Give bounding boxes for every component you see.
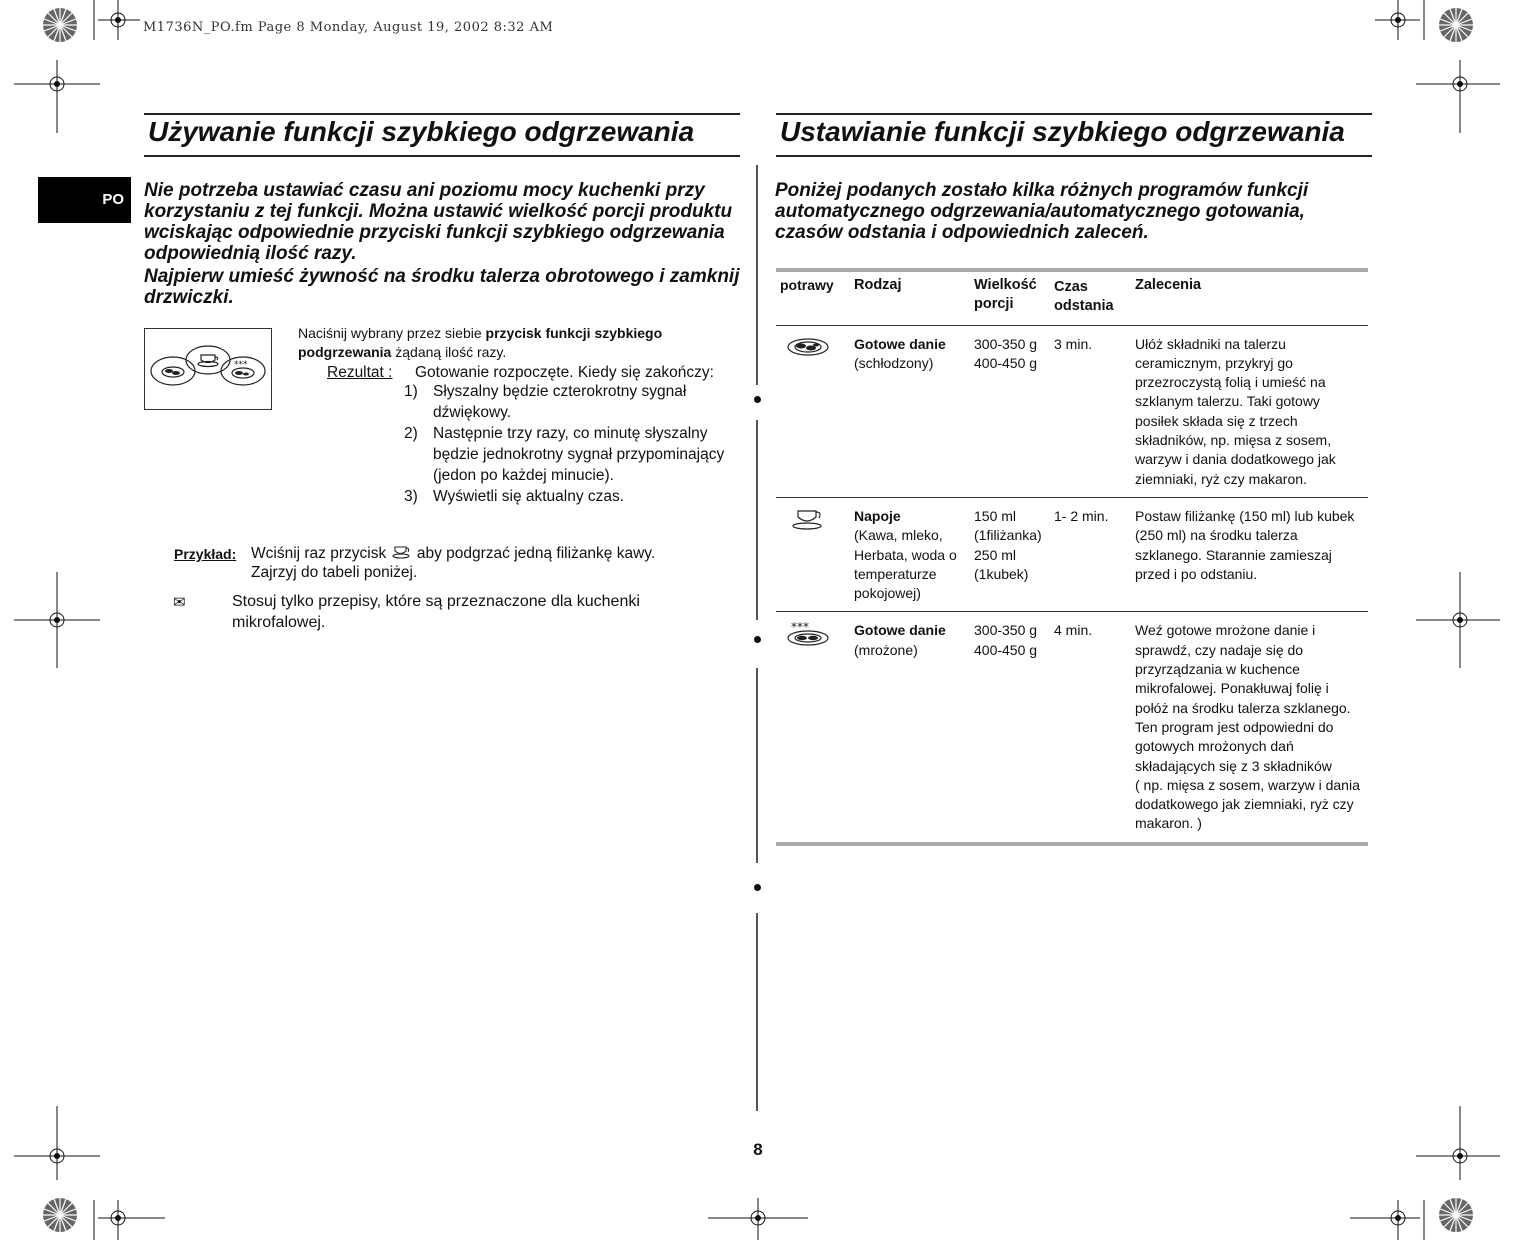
food-subtype: (schłodzony) (854, 354, 934, 371)
advice-cell: Weź gotowe mrożone danie i sprawdź, czy nadaje się do przyrządzania w kuchence mikrofalowej. Ponakłuwaj folię i połóż na środku talerza szklanego. Ten program jest odpowiedni do gotowych mrożonych dań składających się z 3 składników ( np. mięsa z sosem, warzyw i dania dodatkowego jak ziemniaki, ryż czy makaron. ) (1135, 622, 1360, 832)
column-divider (756, 668, 758, 863)
right-section-title: Ustawianie funkcji szybkiego odgrzewania (780, 116, 1345, 147)
left-intro-paragraph: Nie potrzeba ustawiać czasu ani poziomu mocy kuchenki przy korzystaniu z tej funkcji. Można ustawić wielkość porcji produktu wciskając odpowiednie przyciski funkcji szybkiego odgrzewania odpowiednią ilość razy. (144, 180, 733, 264)
list-item (404, 381, 744, 423)
instruction-post: żądaną ilość razy. (391, 344, 507, 360)
table-row (776, 325, 1368, 497)
column-divider (756, 420, 758, 620)
plate-icon (786, 335, 830, 357)
standing-time-cell: 1- 2 min. (1054, 507, 1109, 524)
result-label: Rezultat : (327, 364, 393, 381)
column-header: Czas odstania (1054, 279, 1114, 315)
portion-cell: 300-350 g 400-450 g (974, 622, 1038, 658)
frozen-plate-icon (786, 621, 830, 647)
example-pre: Wciśnij raz przycisk (251, 545, 387, 562)
list-item (404, 486, 744, 507)
standing-time-cell: 3 min. (1054, 335, 1093, 352)
column-header: Zalecenia (1135, 277, 1202, 293)
right-title-rule-bottom (776, 155, 1372, 157)
table-row (776, 612, 1368, 844)
left-title-rule-top (144, 113, 740, 115)
example-label: Przykład: (174, 546, 237, 562)
food-icon-cell (776, 612, 850, 844)
step-text: Słyszalny będzie czterokrotny sygnał dźwiękowy. (433, 383, 687, 421)
column-header: potrawy (780, 277, 834, 293)
quick-reheat-buttons-icon (145, 329, 270, 408)
step-list (404, 381, 744, 507)
food-type-cell (850, 497, 970, 611)
food-icon-cell (776, 497, 850, 611)
left-intro-paragraph-2: Najpierw umieść żywność na środku talerza obrotowego i zamknij drzwiczki. (144, 266, 740, 308)
instruction-pre: Naciśnij wybrany przez siebie (298, 325, 486, 341)
right-title-rule-top (776, 113, 1372, 115)
svg-text:***: *** (234, 360, 248, 370)
example-post: aby podgrzać jedną filiżankę kawy. (416, 545, 656, 562)
note-text: Stosuj tylko przepisy, które są przeznaczone dla kuchenki mikrofalowej. (232, 593, 640, 631)
program-table (776, 268, 1368, 846)
column-header: Rodzaj (854, 277, 902, 293)
note-icon: ✉ (173, 594, 186, 611)
divider-dot (754, 884, 761, 891)
column-header: Wielkość porcji (974, 277, 1037, 313)
food-subtype: (mrożone) (854, 641, 918, 658)
result-text: Gotowanie rozpoczęte. Kiedy się zakończy: (415, 364, 714, 381)
step-number: 1) (404, 383, 418, 400)
example-line-2: Zajrzyj do tabeli poniżej. (251, 564, 418, 581)
example-text (251, 543, 655, 564)
page-number: 8 (753, 1140, 763, 1159)
food-type-cell (850, 325, 970, 497)
quick-reheat-button-name: przycisk funkcji szybkiego podgrzewania (298, 325, 663, 360)
food-name: Napoje (854, 507, 901, 524)
divider-dot (754, 396, 761, 403)
quick-reheat-panel-illustration (144, 328, 272, 410)
language-tab: PO (38, 177, 131, 223)
cup-icon (790, 507, 830, 531)
food-name: Gotowe danie (854, 622, 946, 639)
file-info-header: M1736N_PO.fm Page 8 Monday, August 19, 2002 8:32 AM (143, 20, 554, 35)
portion-cell: 300-350 g 400-450 g (974, 335, 1038, 371)
right-intro-paragraph: Poniżej podanych zostało kilka różnych programów funkcji automatycznego odgrzewania/automatycznego gotowania, czasów odstania i odpowiednich zaleceń. (775, 180, 1309, 243)
standing-time-cell: 4 min. (1054, 622, 1093, 639)
food-icon-cell (776, 325, 850, 497)
step-text: Następnie trzy razy, co minutę słyszalny będzie jednokrotny sygnał przypominający (jedon po każdej minucie). (433, 425, 725, 484)
list-item (404, 423, 744, 486)
advice-cell: Ułóż składniki na talerzu ceramicznym, przykryj go przezroczystą folią i umieść na szklanym talerzu. Taki gotowy posiłek składa się z trzech składników, np. mięsa z sosem, warzyw i dania dodatkowego jak ziemniaki, ryż czy makaron. (1135, 335, 1336, 487)
table-header-row (776, 270, 1368, 325)
divider-dot (754, 636, 761, 643)
cup-icon (391, 544, 413, 560)
table-row (776, 497, 1368, 611)
food-name: Gotowe danie (854, 335, 946, 352)
food-subtype: (Kawa, mleko, Herbata, woda o temperaturze pokojowej) (854, 527, 957, 602)
column-divider (756, 913, 758, 1111)
portion-cell: 150 ml (1filiżanka) 250 ml (1kubek) (974, 507, 1042, 582)
food-type-cell (850, 612, 970, 844)
left-title-rule-bottom (144, 155, 740, 157)
step-number: 2) (404, 425, 418, 442)
instruction-text (298, 324, 698, 362)
advice-cell: Postaw filiżankę (150 ml) lub kubek (250 ml) na środku talerza szklanego. Starannie zamieszaj przed i po odstaniu. (1135, 507, 1355, 582)
step-number: 3) (404, 488, 418, 505)
step-text: Wyświetli się aktualny czas. (433, 488, 625, 505)
column-divider (756, 165, 758, 385)
left-section-title: Używanie funkcji szybkiego odgrzewania (148, 116, 695, 147)
svg-text:***: *** (791, 621, 809, 635)
